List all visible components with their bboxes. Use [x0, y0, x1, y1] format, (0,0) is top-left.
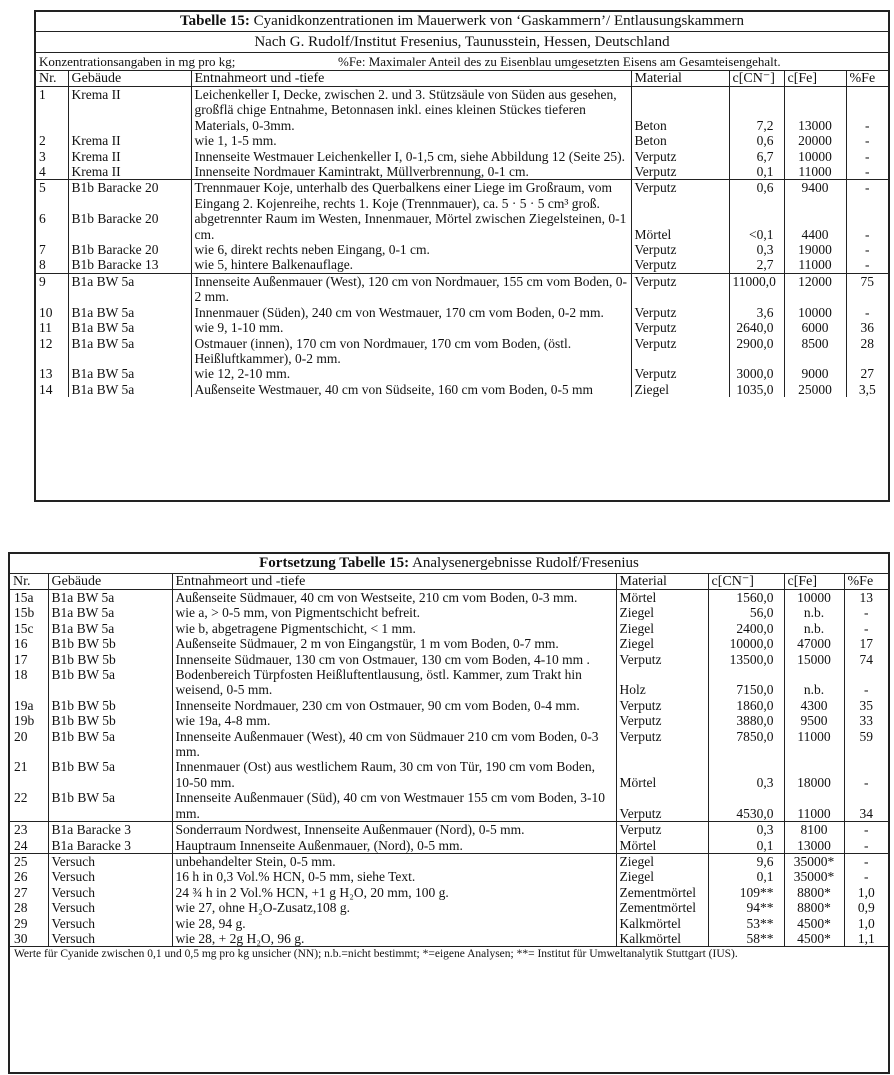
cell-fe: 18000: [784, 759, 844, 790]
cell-nr: 26: [10, 869, 48, 884]
cell-mat: Ziegel: [616, 869, 708, 884]
table-row: [10, 900, 888, 915]
cell-cn: 2900,0: [729, 336, 784, 367]
cell-fe: 35000*: [784, 869, 844, 884]
cell-bldg: Versuch: [48, 853, 172, 869]
cell-fe: n.b.: [784, 621, 844, 636]
table-row: [10, 790, 888, 821]
cell-cn: 58**: [708, 931, 784, 946]
cell-mat: Verputz: [616, 822, 708, 838]
cell-mat: Beton: [631, 87, 729, 134]
cell-pf: 75: [846, 273, 888, 304]
table-title-label: Tabelle 15:: [180, 13, 250, 29]
cell-fe: 6000: [784, 320, 846, 335]
table-row: [36, 305, 888, 320]
cell-fe: 35000*: [784, 853, 844, 869]
cell-mat: Ziegel: [631, 382, 729, 397]
cell-loc: Innenmauer (Ost) aus westlichem Raum, 30 cm von Tür, 190 cm vom Boden, 10-50 mm.: [172, 759, 616, 790]
cell-bldg: B1a BW 5a: [48, 605, 172, 620]
table-row: [36, 366, 888, 381]
cell-cn: 3000,0: [729, 366, 784, 381]
table-row: [36, 87, 888, 134]
cell-mat: Verputz: [631, 242, 729, 257]
cell-fe: 8800*: [784, 900, 844, 915]
cell-bldg: B1a BW 5a: [48, 621, 172, 636]
cell-loc: wie 27, ohne H₂O-Zusatz,108 g.: [172, 900, 616, 915]
cell-pf: -: [865, 304, 870, 320]
header-cn: c[CN⁻]: [708, 574, 784, 590]
cell-bldg: B1a Baracke 3: [48, 838, 172, 854]
table-row: [10, 667, 888, 698]
cell-mat: Ziegel: [616, 605, 708, 620]
cell-loc: Innenseite Nordmauer, 230 cm von Ostmauer, 90 cm vom Boden, 0-4 mm.: [172, 698, 616, 713]
cell-cn: 1860,0: [708, 698, 784, 713]
cell-loc: wie b, abgetragene Pigmentschicht, < 1 mm.: [172, 621, 616, 636]
cell-loc: Innenseite Nordmauer Kamintrakt, Müllverbrennung, 0-1 cm.: [191, 164, 631, 180]
cell-loc: unbehandelter Stein, 0-5 mm.: [172, 853, 616, 869]
cell-pf: 74: [859, 651, 873, 667]
cell-mat: Kalkmörtel: [616, 931, 708, 946]
cell-pf: 36: [860, 320, 874, 336]
cell-mat: Verputz: [631, 273, 729, 304]
cell-pf: 1,1: [857, 930, 875, 946]
cell-loc: Trennmauer Koje, unterhalb des Querbalkens einer Liege im Großraum, vom Eingang 2. Kojenreihe, rechts 1. Koje (Trennmauer), ca. 5 · 5 · 5 cm³ groß.: [191, 180, 631, 211]
table-row: [10, 652, 888, 667]
table-row: [10, 931, 888, 946]
cell-pf: -: [865, 242, 870, 258]
cell-nr: 15b: [10, 605, 48, 620]
cell-bldg: B1a BW 5a: [68, 273, 191, 304]
cell-pf: -: [844, 853, 888, 869]
cell-bldg: B1b Baracke 20: [68, 211, 191, 242]
cell-bldg: Versuch: [48, 916, 172, 931]
header-location: Entnahmeort und -tiefe: [191, 71, 631, 87]
cell-nr: 21: [10, 759, 48, 790]
cell-fe: n.b.: [784, 667, 844, 698]
table-row: [36, 336, 888, 367]
cell-nr: 17: [10, 652, 48, 667]
cell-cn: <0,1: [729, 211, 784, 242]
cell-pf: -: [864, 682, 869, 698]
cell-loc: Außenseite Südmauer, 40 cm von Westseite, 210 cm vom Boden, 0-3 mm.: [172, 590, 616, 606]
cell-pf: -: [864, 837, 869, 853]
cell-mat: Verputz: [631, 320, 729, 335]
cell-loc: Innenseite Außenmauer (Süd), 40 cm von Westmauer 155 cm vom Boden, 3-10 mm.: [172, 790, 616, 821]
cell-mat: Verputz: [631, 305, 729, 320]
table-row: [36, 133, 888, 148]
cell-bldg: B1b BW 5b: [48, 713, 172, 728]
table-row: [36, 211, 888, 242]
cell-loc: Innenseite Außenmauer (West), 120 cm von Nordmauer, 155 cm vom Boden, 0-2 mm.: [191, 273, 631, 304]
cell-mat: Verputz: [631, 180, 729, 211]
table-row: [10, 590, 888, 606]
cell-fe: 8800*: [784, 885, 844, 900]
cell-pf: 35: [859, 697, 873, 713]
cell-bldg: B1b BW 5b: [48, 636, 172, 651]
cell-nr: 27: [10, 885, 48, 900]
cell-mat: Ziegel: [616, 853, 708, 869]
table-row: [36, 320, 888, 335]
cell-loc: wie 19a, 4-8 mm.: [172, 713, 616, 728]
cell-fe: 19000: [784, 242, 846, 257]
cell-nr: 15c: [10, 621, 48, 636]
cell-bldg: B1a BW 5a: [68, 305, 191, 320]
cell-pf: -: [844, 822, 888, 838]
cell-nr: 28: [10, 900, 48, 915]
cell-fe: 13000: [784, 87, 846, 134]
cell-mat: Ziegel: [616, 636, 708, 651]
table-body: [36, 87, 888, 398]
cell-cn: 0,3: [729, 242, 784, 257]
cell-bldg: Krema II: [68, 87, 191, 134]
cell-bldg: B1b BW 5a: [48, 667, 172, 698]
cell-mat: Verputz: [631, 336, 729, 367]
cell-pf: -: [865, 148, 870, 164]
note-units: Konzentrationsangaben in mg pro kg;: [39, 54, 236, 69]
cell-bldg: B1b BW 5a: [48, 729, 172, 760]
header-nr: Nr.: [36, 71, 68, 87]
cell-nr: 8: [36, 257, 68, 273]
cell-cn: 0,6: [729, 180, 784, 211]
table-15: [34, 10, 890, 502]
cell-cn: 0,3: [708, 759, 784, 790]
table-title: [36, 12, 888, 32]
cell-mat: Mörtel: [616, 590, 708, 606]
cell-loc: wie 6, direkt rechts neben Eingang, 0-1 cm.: [191, 242, 631, 257]
cell-cn: 53**: [708, 916, 784, 931]
cell-bldg: B1b BW 5a: [48, 790, 172, 821]
cell-bldg: Versuch: [48, 885, 172, 900]
cell-pf: -: [864, 869, 869, 885]
cell-fe: 10000: [784, 305, 846, 320]
table-row: [10, 869, 888, 884]
header-fe-percent: %Fe: [844, 574, 888, 590]
cell-cn: 6,7: [729, 149, 784, 164]
cell-pf: 33: [859, 713, 873, 729]
cell-nr: 20: [10, 729, 48, 760]
table-row: [36, 242, 888, 257]
cell-loc: Innenseite Südmauer, 130 cm von Ostmauer, 130 cm vom Boden, 4-10 mm .: [172, 652, 616, 667]
table-row: [36, 149, 888, 164]
cell-nr: 25: [10, 853, 48, 869]
cell-pf: -: [864, 605, 869, 621]
cell-fe: 11000: [784, 164, 846, 180]
header-building: Gebäude: [68, 71, 191, 87]
cell-nr: 22: [10, 790, 48, 821]
cell-fe: 10000: [784, 590, 844, 606]
table-row: [10, 822, 888, 838]
table-row: [36, 257, 888, 273]
cell-fe: 4400: [784, 211, 846, 242]
cell-pf: 17: [859, 636, 873, 652]
cell-fe: 12000: [784, 273, 846, 304]
cell-nr: 13: [36, 366, 68, 381]
cell-cn: 0,6: [729, 133, 784, 148]
cell-bldg: B1a BW 5a: [68, 366, 191, 381]
cell-pf: -: [846, 87, 888, 134]
cell-nr: 11: [36, 320, 68, 335]
table-title-text: Cyanidkonzentrationen im Mauerwerk von ‘Gaskammern’/ Entlausungskammern: [249, 13, 744, 29]
cell-bldg: B1a BW 5a: [68, 336, 191, 367]
cell-mat: Mörtel: [616, 838, 708, 854]
cell-fe: 8100: [784, 822, 844, 838]
cell-fe: 15000: [784, 652, 844, 667]
header-row: [36, 71, 888, 87]
note-fe-definition: %Fe: Maximaler Anteil des zu Eisenblau umgesetzten Eisens am Gesamteisengehalt.: [338, 54, 781, 69]
header-fe-percent: %Fe: [846, 71, 888, 87]
table-row: [10, 853, 888, 869]
cell-mat: Kalkmörtel: [616, 916, 708, 931]
cell-bldg: Krema II: [68, 133, 191, 148]
cell-nr: 19a: [10, 698, 48, 713]
cell-bldg: Versuch: [48, 900, 172, 915]
cell-mat: Verputz: [631, 257, 729, 273]
cell-loc: 16 h in 0,3 Vol.% HCN, 0-5 mm, siehe Text.: [172, 869, 616, 884]
cell-nr: 24: [10, 838, 48, 854]
cell-loc: wie a, > 0-5 mm, von Pigmentschicht befreit.: [172, 605, 616, 620]
cell-mat: Verputz: [616, 729, 708, 760]
cell-loc: Bodenbereich Türpfosten Heißluftentlausung, östl. Kammer, zum Trakt hin weisend, 0-5 mm.: [172, 667, 616, 698]
cell-bldg: B1a Baracke 3: [48, 822, 172, 838]
cell-fe: 9500: [784, 713, 844, 728]
table-subtitle: Nach G. Rudolf/Institut Fresenius, Taunusstein, Hessen, Deutschland: [36, 32, 888, 53]
table-row: [36, 164, 888, 180]
cell-cn: 2,7: [729, 257, 784, 273]
table-row: [36, 273, 888, 304]
cell-cn: 11000,0: [729, 273, 784, 304]
cell-cn: 7850,0: [708, 729, 784, 760]
cell-loc: Innenseite Außenmauer (West), 40 cm von Südmauer 210 cm vom Boden, 0-3 mm.: [172, 729, 616, 760]
cell-loc: Innenseite Westmauer Leichenkeller I, 0-1,5 cm, siehe Abbildung 12 (Seite 25).: [191, 149, 631, 164]
cell-cn: 0,3: [708, 822, 784, 838]
header-cn: c[CN⁻]: [729, 71, 784, 87]
cell-bldg: Krema II: [68, 164, 191, 180]
header-nr: Nr.: [10, 574, 48, 590]
cell-fe: 10000: [784, 149, 846, 164]
cell-pf: 27: [860, 366, 874, 382]
table-row: [10, 636, 888, 651]
cell-pf: 59: [859, 728, 873, 744]
cell-loc: Ostmauer (innen), 170 cm von Nordmauer, 170 cm vom Boden, (östl. Heißluftkammer), 0-2 mm.: [191, 336, 631, 367]
cell-nr: 18: [10, 667, 48, 698]
table-row: [10, 605, 888, 620]
cell-fe: 25000: [784, 382, 846, 397]
cell-pf: -: [846, 180, 888, 211]
header-building: Gebäude: [48, 574, 172, 590]
cell-cn: 0,1: [729, 164, 784, 180]
cell-bldg: Krema II: [68, 149, 191, 164]
cell-pf: 13: [859, 590, 873, 605]
cell-bldg: B1a BW 5a: [68, 320, 191, 335]
cell-fe: 4300: [784, 698, 844, 713]
table-title-text: Analysenergebnisse Rudolf/Fresenius: [409, 555, 639, 571]
cell-fe: 4500*: [784, 916, 844, 931]
cell-loc: 24 ¾ h in 2 Vol.% HCN, +1 g H₂O, 20 mm, 100 g.: [172, 885, 616, 900]
cell-loc: wie 5, hintere Balkenauflage.: [191, 257, 631, 273]
cell-fe: 9000: [784, 366, 846, 381]
header-fe: c[Fe]: [784, 71, 846, 87]
cell-pf: -: [865, 257, 870, 273]
cell-loc: wie 28, + 2g H₂O, 96 g.: [172, 931, 616, 946]
cell-mat: Beton: [631, 133, 729, 148]
cell-fe: 4500*: [784, 931, 844, 946]
cell-pf: -: [864, 620, 869, 636]
cell-pf: 3,5: [858, 381, 876, 397]
cell-fe: 9400: [784, 180, 846, 211]
header-fe: c[Fe]: [784, 574, 844, 590]
cell-mat: Verputz: [616, 698, 708, 713]
cell-nr: 16: [10, 636, 48, 651]
cell-loc: Leichenkeller I, Decke, zwischen 2. und 3. Stützsäule von Süden aus gesehen, großflä chige Entnahme, Betonnasen inkl. eines kleinen Stückes tieferen Materials, 0-3mm.: [191, 87, 631, 134]
table-row: [36, 180, 888, 211]
cell-pf: -: [865, 226, 870, 242]
cell-loc: wie 1, 1-5 mm.: [191, 133, 631, 148]
cell-nr: 9: [36, 273, 68, 304]
table-row: [10, 916, 888, 931]
header-material: Material: [631, 71, 729, 87]
table-row: [10, 885, 888, 900]
table-body: [10, 590, 888, 947]
cell-loc: Außenseite Westmauer, 40 cm von Südseite, 160 cm vom Boden, 0-5 mm: [191, 382, 631, 397]
data-table: [36, 71, 888, 397]
cell-bldg: B1b Baracke 20: [68, 180, 191, 211]
table-row: [10, 729, 888, 760]
cell-cn: 94**: [708, 900, 784, 915]
cell-nr: 10: [36, 305, 68, 320]
cell-mat: Verputz: [631, 164, 729, 180]
cell-fe: 8500: [784, 336, 846, 367]
cell-pf: -: [865, 133, 870, 149]
header-location: Entnahmeort und -tiefe: [172, 574, 616, 590]
cell-loc: Sonderraum Nordwest, Innenseite Außenmauer (Nord), 0-5 mm.: [172, 822, 616, 838]
cell-nr: 12: [36, 336, 68, 367]
cell-pf: 1,0: [857, 915, 875, 931]
cell-cn: 2400,0: [708, 621, 784, 636]
cell-pf: 28: [860, 335, 874, 351]
cell-fe: 11000: [784, 790, 844, 821]
cell-nr: 7: [36, 242, 68, 257]
cell-bldg: Versuch: [48, 869, 172, 884]
cell-mat: Verputz: [631, 366, 729, 381]
cell-nr: 3: [36, 149, 68, 164]
cell-cn: 2640,0: [729, 320, 784, 335]
cell-pf: -: [864, 774, 869, 790]
cell-bldg: Versuch: [48, 931, 172, 946]
cell-loc: Hauptraum Innenseite Außenmauer, (Nord), 0-5 mm.: [172, 838, 616, 854]
cell-cn: 0,1: [708, 838, 784, 854]
cell-cn: 56,0: [708, 605, 784, 620]
cell-mat: Verputz: [616, 713, 708, 728]
cell-bldg: B1b BW 5a: [48, 759, 172, 790]
cell-cn: 7150,0: [708, 667, 784, 698]
cell-fe: 47000: [784, 636, 844, 651]
table-row: [36, 382, 888, 397]
cell-nr: 14: [36, 382, 68, 397]
cell-cn: 0,1: [708, 869, 784, 884]
cell-cn: 109**: [708, 885, 784, 900]
cell-loc: abgetrennter Raum im Westen, Innenmauer, Mörtel zwischen Ziegelsteinen, 0-1 cm.: [191, 211, 631, 242]
table-15-continued: [8, 552, 890, 1074]
header-material: Material: [616, 574, 708, 590]
cell-cn: 1560,0: [708, 590, 784, 606]
cell-cn: 10000,0: [708, 636, 784, 651]
cell-mat: Mörtel: [616, 759, 708, 790]
cell-mat: Zementmörtel: [616, 885, 708, 900]
cell-bldg: B1b BW 5b: [48, 652, 172, 667]
cell-fe: 11000: [784, 729, 844, 760]
cell-pf: -: [865, 164, 870, 180]
cell-loc: wie 9, 1-10 mm.: [191, 320, 631, 335]
cell-bldg: B1b Baracke 13: [68, 257, 191, 273]
cell-nr: 2: [36, 133, 68, 148]
cell-nr: 19b: [10, 713, 48, 728]
cell-mat: Holz: [616, 667, 708, 698]
cell-nr: 1: [36, 87, 68, 134]
cell-loc: wie 28, 94 g.: [172, 916, 616, 931]
table-note: [36, 53, 888, 71]
cell-nr: 5: [36, 180, 68, 211]
table-row: [10, 713, 888, 728]
cell-cn: 3,6: [729, 305, 784, 320]
cell-mat: Verputz: [616, 652, 708, 667]
cell-mat: Verputz: [631, 149, 729, 164]
cell-fe: 13000: [784, 838, 844, 854]
cell-nr: 4: [36, 164, 68, 180]
cell-bldg: B1a BW 5a: [68, 382, 191, 397]
cell-loc: Außenseite Südmauer, 2 m von Eingangstür, 1 m vom Boden, 0-7 mm.: [172, 636, 616, 651]
table-row: [10, 698, 888, 713]
table-row: [10, 838, 888, 854]
cell-fe: n.b.: [784, 605, 844, 620]
cell-bldg: B1b Baracke 20: [68, 242, 191, 257]
table-row: [10, 759, 888, 790]
cell-loc: Innenmauer (Süden), 240 cm von Westmauer, 170 cm vom Boden, 0-2 mm.: [191, 305, 631, 320]
cell-fe: 11000: [784, 257, 846, 273]
cell-nr: 30: [10, 931, 48, 946]
data-table: [10, 574, 888, 946]
cell-nr: 6: [36, 211, 68, 242]
table-row: [10, 621, 888, 636]
cell-mat: Mörtel: [631, 211, 729, 242]
cell-nr: 15a: [10, 590, 48, 606]
cell-cn: 13500,0: [708, 652, 784, 667]
cell-bldg: B1a BW 5a: [48, 590, 172, 606]
cell-loc: wie 12, 2-10 mm.: [191, 366, 631, 381]
cell-pf: 1,0: [857, 884, 875, 900]
cell-cn: 3880,0: [708, 713, 784, 728]
cell-pf: 34: [859, 805, 873, 821]
cell-cn: 1035,0: [729, 382, 784, 397]
cell-nr: 23: [10, 822, 48, 838]
cell-nr: 29: [10, 916, 48, 931]
cell-bldg: B1b BW 5b: [48, 698, 172, 713]
cell-cn: 7,2: [729, 87, 784, 134]
cell-mat: Verputz: [616, 790, 708, 821]
cell-mat: Ziegel: [616, 621, 708, 636]
cell-cn: 9,6: [708, 853, 784, 869]
cell-mat: Zementmörtel: [616, 900, 708, 915]
table-title-label: Fortsetzung Tabelle 15:: [259, 555, 410, 571]
table-footnote: Werte für Cyanide zwischen 0,1 und 0,5 mg pro kg unsicher (NN); n.b.=nicht bestimmt; *=eigene Analysen; **= Institut für Umweltanalytik Stuttgart (IUS).: [10, 946, 888, 962]
cell-pf: 0,9: [857, 900, 875, 916]
table-title: [10, 554, 888, 574]
cell-cn: 4530,0: [708, 790, 784, 821]
header-row: [10, 574, 888, 590]
cell-fe: 20000: [784, 133, 846, 148]
